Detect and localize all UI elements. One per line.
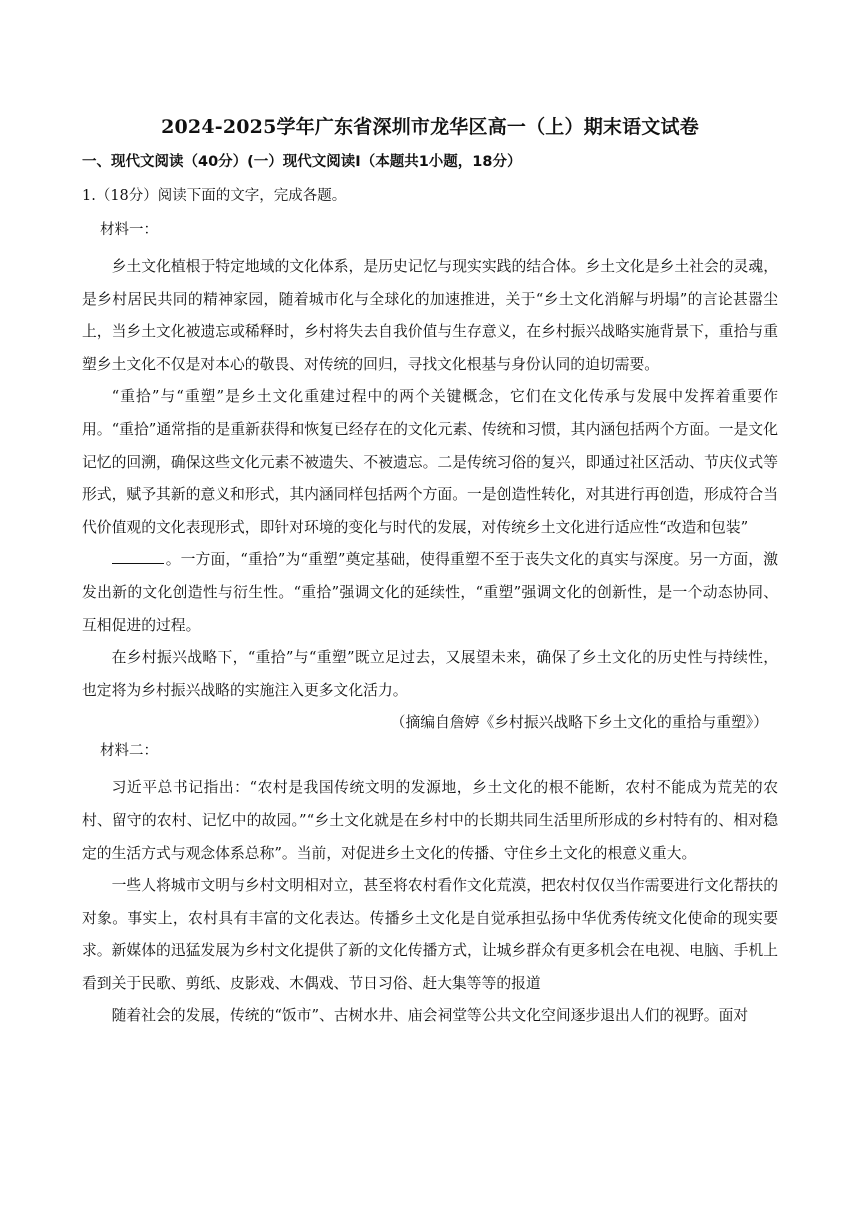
material2-label: 材料二： bbox=[100, 743, 158, 760]
page-title: 2024-2025学年广东省深圳市龙华区高一（上）期末语文试卷 bbox=[161, 116, 699, 138]
material2-paragraph-1: 习近平总书记指出：“农村是我国传统文明的发源地，乡土文化的根不能断，农村不能成为荒芜的农村、留守的农村、记忆中的故园。”“乡土文化就是在乡村中的长期共同生活里所形成的乡村特有的、相对稳定的生活方式与观念体系总称”。当前，对促进乡土文化的传播、守住乡土文化的根意义重大。 bbox=[82, 779, 778, 862]
material1-paragraph-4: 在乡村振兴战略下，“重拾”与“重塑”既立足过去，又展望未来，确保了乡土文化的历史性与持续性，也定将为乡村振兴战略的实施注入更多文化活力。 bbox=[82, 649, 778, 699]
document-body bbox=[82, 152, 778, 1033]
material1-paragraph-3 bbox=[82, 544, 778, 642]
fill-in-blank bbox=[112, 549, 164, 564]
material1-label: 材料一： bbox=[100, 222, 158, 238]
material1-source: （摘编自詹婷《乡村振兴战略下乡土文化的重拾与重塑》） bbox=[390, 714, 768, 732]
material2-paragraph-2: 一些人将城市文明与乡村文明相对立，甚至将农村看作文化荒漠，把农村仅仅当作需要进行文化帮扶的对象。事实上，农村具有丰富的文化表达。传播乡土文化是自觉承担弘扬中华优秀传统文化使命的现实要求。新媒体的迅猛发展为乡村文化提供了新的文化传播方式，让城乡群众有更多机会在电视、电脑、手机上看到关于民歌、剪纸、皮影戏、木偶戏、节日习俗、赶大集等等的报道 bbox=[82, 877, 778, 992]
material1-paragraph-2: “重拾”与“重塑”是乡土文化重建过程中的两个关键概念，它们在文化传承与发展中发挥着重要作用。“重拾”通常指的是重新获得和恢复已经存在的文化元素、传统和习惯，其内涵包括两个方面。一是文化记忆的回溯，确保这些文化元素不被遗失、不被遗忘。二是传统习俗的复兴，即通过社区活动、节庆仪式等形式，赋予其新的意义和形式，其内涵同样包括两个方面。一是创造性转化，对其进行再创造，形成符合当代价值观的文化表现形式，即针对环境的变化与时代的发展，对传统乡土文化进行适应性“改造和包装” bbox=[82, 388, 778, 536]
material2-paragraph-3: 随着社会的发展，传统的“饭市”、古树水井、庙会祠堂等公共文化空间逐步退出人们的视野。面对 bbox=[111, 1007, 749, 1025]
section-heading: 一、现代文阅读（40分）(一）现代文阅读Ⅰ（本题共1小题，18分） bbox=[82, 154, 522, 170]
question-intro: 1.（18分）阅读下面的文字，完成各题。 bbox=[82, 188, 347, 204]
material1-paragraph-1: 乡土文化植根于特定地域的文化体系，是历史记忆与现实实践的结合体。乡土文化是乡土社会的灵魂，是乡村居民共同的精神家园，随着城市化与全球化的加速推进，关于“乡土文化消解与坍塌”的言论甚嚣尘上，当乡土文化被遗忘或稀释时，乡村将失去自我价值与生存意义，在乡村振兴战略实施背景下，重拾与重塑乡土文化不仅是对本心的敬畏、对传统的回归，寻找文化根基与身份认同的迫切需要。 bbox=[82, 258, 778, 373]
material1-paragraph-3-text: 。一方面，“重拾”为“重塑”奠定基础，使得重塑不至于丧失文化的真实与深度。另一方面，激发出新的文化创造性与衍生性。“重拾”强调文化的延续性，“重塑”强调文化的创新性，是一个动态协同、互相促进的过程。 bbox=[82, 551, 778, 634]
